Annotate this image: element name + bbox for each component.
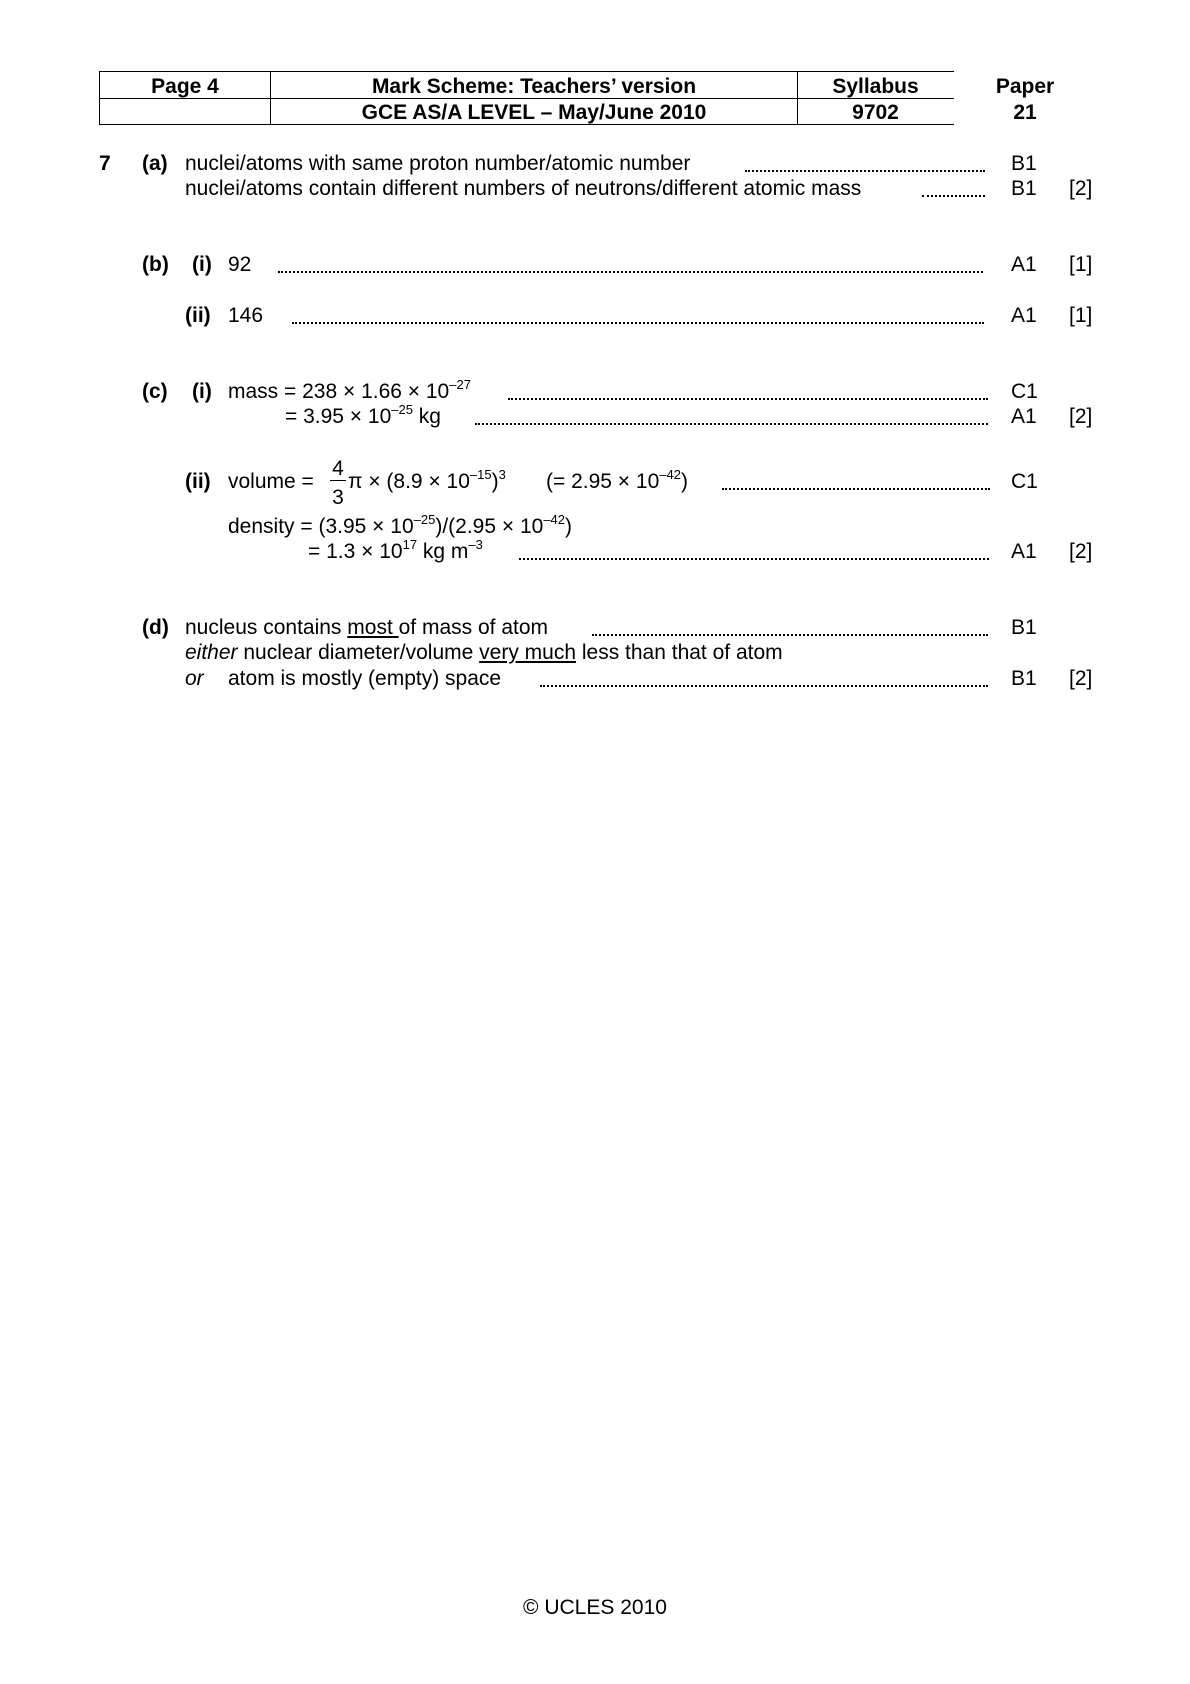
dot-leader [540,685,988,687]
header-title-line1: Mark Scheme: Teachers’ version [371,75,697,98]
part-b-i-mark: A1 [1011,253,1037,276]
part-d-or: or [185,667,204,690]
density-result: = $1.3 \times 10^{17}$ kg $m^{-3}$ [308,537,483,563]
density-line: density = $(3.95 \times 10^{-25})/(2.95 \times 10^{-42})$ [228,512,573,538]
part-d-label: (d) [142,616,169,639]
part-c-label: (c) [142,380,168,403]
part-b-ii-total: [1] [1069,304,1093,327]
volume-mark: C1 [1011,470,1038,493]
part-c-i-label: (i) [192,380,212,403]
density-result-mark: A1 [1011,540,1037,563]
header-paper-number: 21 [1013,101,1037,124]
part-b-label: (b) [142,253,169,276]
dot-leader [508,398,988,400]
part-d-total: [2] [1069,667,1093,690]
question-number: 7 [99,152,111,175]
part-c-i-line2: = $3.95 \times 10^{-25}$ kg [285,402,441,428]
header-syllabus-code: 9702 [852,101,899,124]
part-c-i-line2-mark: A1 [1011,405,1037,428]
header-paper-label: Paper [995,75,1055,98]
header-syllabus-label: Syllabus [832,75,919,98]
part-c-ii-label: (ii) [185,470,211,493]
part-b-ii-label: (ii) [185,304,211,327]
part-a-line1: nuclei/atoms with same proton number/atomic number [185,152,691,175]
volume-expression: $\pi \times (8.9 \times 10^{-15})^3$ [348,467,506,493]
part-c-i-line1: mass = $238 \times 1.66 \times 10^{-27}$ [228,377,471,403]
header-page: Page 4 [151,75,219,98]
part-d-line3: atom is mostly (empty) space [228,667,502,690]
dot-leader [592,634,988,636]
dot-leader [745,170,985,172]
part-a-total: [2] [1069,177,1093,200]
part-d-line1-mark: B1 [1011,616,1037,639]
part-d-line2: either nuclear diameter/volume very much less than that of atom [185,641,783,664]
part-a-line1-mark: B1 [1011,152,1037,175]
dot-leader [475,423,988,425]
fraction-numerator: 4 [332,457,344,480]
part-b-ii-answer: 146 [228,304,264,327]
footer-copyright: © UCLES 2010 [523,1596,667,1619]
part-b-i-answer: 92 [228,253,252,276]
volume-label: volume = [228,470,314,493]
part-b-i-label: (i) [192,253,212,276]
dot-leader [722,488,990,490]
fraction-denominator: 3 [332,486,344,509]
part-b-ii-mark: A1 [1011,304,1037,327]
part-d-line3-mark: B1 [1011,667,1037,690]
header-title-line2: GCE AS/A LEVEL – May/June 2010 [361,101,707,124]
part-a-label: (a) [142,152,168,175]
part-c-i-line1-mark: C1 [1011,380,1038,403]
part-d-line1: nucleus contains most of mass of atom [185,616,549,639]
part-b-i-total: [1] [1069,253,1093,276]
volume-result: (= $2.95 \times 10^{-42}$) [546,467,688,493]
dot-leader [519,558,989,560]
dot-leader [292,322,984,324]
fraction-bar [330,480,346,481]
part-c-i-total: [2] [1069,405,1093,428]
dot-leader [278,271,983,273]
part-a-line2: nuclei/atoms contain different numbers of neutrons/different atomic mass [185,177,862,200]
part-c-ii-total: [2] [1069,540,1093,563]
dot-leader [922,195,985,197]
part-a-line2-mark: B1 [1011,177,1037,200]
